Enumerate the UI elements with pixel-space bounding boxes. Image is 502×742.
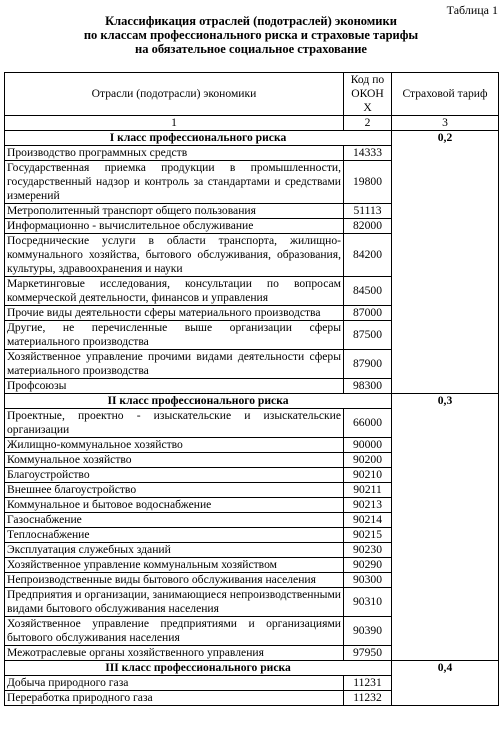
header-tariff: Страховой тариф bbox=[392, 73, 499, 116]
table-number: Таблица 1 bbox=[446, 3, 498, 17]
column-number-row bbox=[5, 116, 499, 131]
title-line: Классификация отраслей (подотраслей) экономики bbox=[105, 14, 397, 28]
okonh-code: 90214 bbox=[344, 513, 392, 528]
okonh-code: 66000 bbox=[344, 409, 392, 438]
okonh-code: 90390 bbox=[344, 617, 392, 646]
classification-table bbox=[4, 72, 499, 706]
insurance-tariff: 0,2 bbox=[392, 131, 499, 394]
branch-name: Информационно - вычислительное обслуживание bbox=[5, 219, 344, 234]
okonh-code: 11231 bbox=[344, 676, 392, 691]
branch-name: Внешнее благоустройство bbox=[5, 483, 344, 498]
branch-name: Эксплуатация служебных зданий bbox=[5, 543, 344, 558]
branch-name: Переработка природного газа bbox=[5, 691, 344, 706]
okonh-code: 11232 bbox=[344, 691, 392, 706]
okonh-code: 19800 bbox=[344, 161, 392, 204]
branch-name: Проектные, проектно - изыскательские и изыскательские организации bbox=[5, 409, 344, 438]
risk-class-header-row bbox=[5, 661, 499, 676]
branch-name: Коммунальное и бытовое водоснабжение bbox=[5, 498, 344, 513]
branch-name: Прочие виды деятельности сферы материального производства bbox=[5, 306, 344, 321]
branch-name: Коммунальное хозяйство bbox=[5, 453, 344, 468]
branch-name: Производство программных средств bbox=[5, 146, 344, 161]
branch-name: Государственная приемка продукции в промышленности, государственный надзор и контроль за стандартами и средствами измерений bbox=[5, 161, 344, 204]
branch-name: Теплоснабжение bbox=[5, 528, 344, 543]
column-number: 2 bbox=[344, 116, 392, 131]
branch-name: Предприятия и организации, занимающиеся непроизводственными видами бытового обслуживания населения bbox=[5, 588, 344, 617]
okonh-code: 90310 bbox=[344, 588, 392, 617]
risk-class-header-row bbox=[5, 394, 499, 409]
title-line: на обязательное социальное страхование bbox=[135, 42, 367, 56]
title-line: по классам профессионального риска и страховые тарифы bbox=[83, 28, 419, 42]
risk-class-name: III класс профессионального риска bbox=[5, 661, 392, 676]
okonh-code: 87500 bbox=[344, 321, 392, 350]
okonh-code: 90210 bbox=[344, 468, 392, 483]
branch-name: Благоустройство bbox=[5, 468, 344, 483]
risk-class-header-row bbox=[5, 131, 499, 146]
okonh-code: 90215 bbox=[344, 528, 392, 543]
okonh-code: 87900 bbox=[344, 350, 392, 379]
okonh-code: 90213 bbox=[344, 498, 392, 513]
okonh-code: 82000 bbox=[344, 219, 392, 234]
branch-name: Межотраслевые органы хозяйственного управления bbox=[5, 646, 344, 661]
branch-name: Метрополитенный транспорт общего пользования bbox=[5, 204, 344, 219]
okonh-code: 90300 bbox=[344, 573, 392, 588]
branch-name: Непроизводственные виды бытового обслуживания населения bbox=[5, 573, 344, 588]
okonh-code: 84200 bbox=[344, 234, 392, 277]
okonh-code: 98300 bbox=[344, 379, 392, 394]
branch-name: Маркетинговые исследования, консультации по вопросам коммерческой деятельности, финансов и управления bbox=[5, 277, 344, 306]
okonh-code: 90200 bbox=[344, 453, 392, 468]
branch-name: Профсоюзы bbox=[5, 379, 344, 394]
table-header-row bbox=[5, 73, 499, 116]
okonh-code: 90290 bbox=[344, 558, 392, 573]
okonh-code: 97950 bbox=[344, 646, 392, 661]
okonh-code: 87000 bbox=[344, 306, 392, 321]
insurance-tariff: 0,4 bbox=[392, 661, 499, 706]
branch-name: Добыча природного газа bbox=[5, 676, 344, 691]
document-title bbox=[0, 14, 502, 56]
branch-name: Газоснабжение bbox=[5, 513, 344, 528]
header-code: Код по ОКОН Х bbox=[344, 73, 392, 116]
branch-name: Хозяйственное управление коммунальным хозяйством bbox=[5, 558, 344, 573]
risk-class-name: I класс профессионального риска bbox=[5, 131, 392, 146]
branch-name: Жилищно-коммунальное хозяйство bbox=[5, 438, 344, 453]
branch-name: Хозяйственное управление предприятиями и организациями бытового обслуживания населения bbox=[5, 617, 344, 646]
branch-name: Хозяйственное управление прочими видами деятельности сферы материального производства bbox=[5, 350, 344, 379]
insurance-tariff: 0,3 bbox=[392, 394, 499, 661]
column-number: 1 bbox=[5, 116, 344, 131]
okonh-code: 90000 bbox=[344, 438, 392, 453]
branch-name: Посреднические услуги в области транспорта, жилищно-коммунального хозяйства, бытового обслуживания, образования, культуры, здравоохранения и науки bbox=[5, 234, 344, 277]
okonh-code: 84500 bbox=[344, 277, 392, 306]
risk-class-name: II класс профессионального риска bbox=[5, 394, 392, 409]
okonh-code: 14333 bbox=[344, 146, 392, 161]
column-number: 3 bbox=[392, 116, 499, 131]
okonh-code: 90211 bbox=[344, 483, 392, 498]
okonh-code: 51113 bbox=[344, 204, 392, 219]
header-branch: Отрасли (подотрасли) экономики bbox=[5, 73, 344, 116]
okonh-code: 90230 bbox=[344, 543, 392, 558]
branch-name: Другие, не перечисленные выше организации сферы материального производства bbox=[5, 321, 344, 350]
